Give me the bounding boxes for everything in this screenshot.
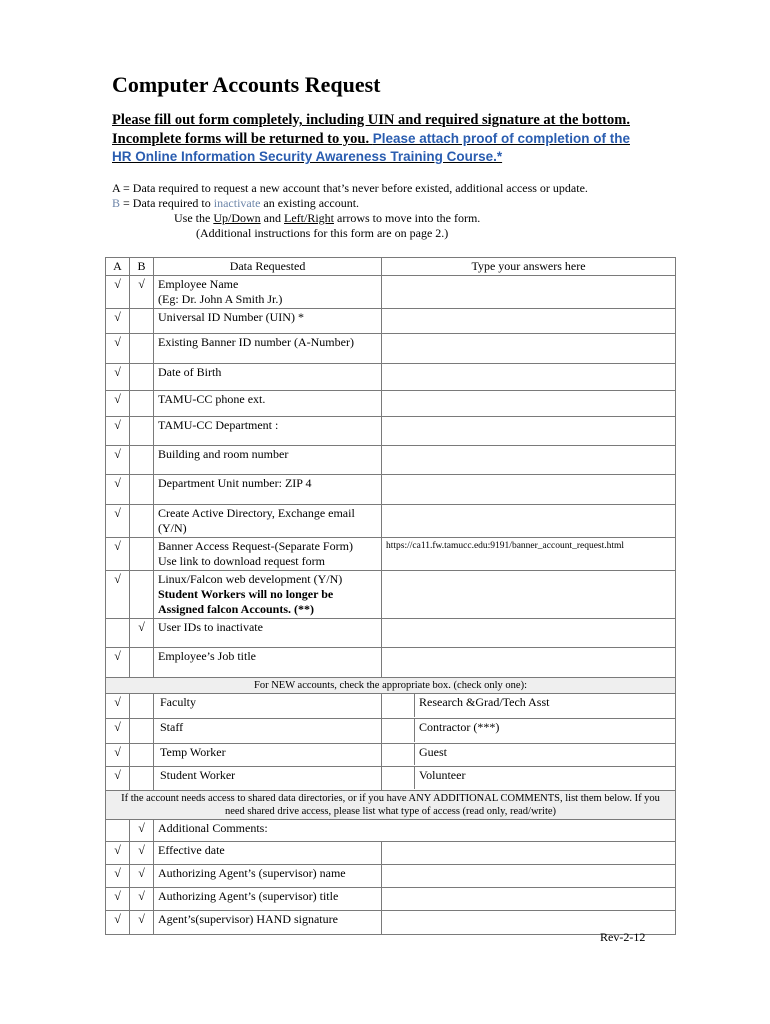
col-header-answers: Type your answers here [382,258,676,276]
row-phone-ext [106,391,676,417]
row-account-type-3 [106,744,676,767]
account-type-guest: Guest [419,745,448,759]
check-a-empty [106,619,130,648]
check-a: √ [106,571,130,619]
nav-leftright: Left/Right [284,211,334,225]
col-header-b: B [130,258,154,276]
check-b-empty [130,505,154,538]
check-b: √ [130,888,154,911]
check-b-empty [130,538,154,571]
request-form-table [105,257,676,935]
row-banner-id [106,334,676,364]
field-label: Existing Banner ID number (A-Number) [154,334,382,364]
check-b: √ [130,820,154,842]
form-instructions [112,112,672,166]
label-text: Linux/Falcon web development (Y/N) [158,572,343,586]
checkbox-temp-worker[interactable] [130,744,154,767]
field-label: Agent’s(supervisor) HAND signature [154,911,382,935]
check-b-empty [130,571,154,619]
answer-active-directory[interactable] [382,505,676,538]
row-uin [106,309,676,334]
check-a: √ [106,391,130,417]
check-b: √ [130,842,154,865]
field-label: Authorizing Agent’s (supervisor) name [154,865,382,888]
check-b-empty [130,446,154,475]
account-type-contractor: Contractor (***) [419,720,500,734]
definition-a: A = Data required to request a new account that’s never before existed, additional access or update. [112,181,588,195]
check-a: √ [106,648,130,678]
nav-pre: Use the [174,211,214,225]
field-label: Effective date [154,842,382,865]
definition-b-inactivate: inactivate [213,196,261,210]
additional-instructions: (Additional instructions for this form are on page 2.) [196,226,449,240]
account-type-staff: Staff [154,719,382,744]
answer-job-title[interactable] [382,648,676,678]
checkbox-volunteer[interactable] [382,767,415,789]
answer-uin[interactable] [382,309,676,334]
check-a: √ [106,446,130,475]
field-label: User IDs to inactivate [154,619,382,648]
check-a: √ [106,767,130,791]
checkbox-research-grad[interactable] [382,694,415,717]
check-b-empty [130,391,154,417]
training-notice-1: Please attach proof of completion of the [372,130,630,146]
answer-linux-falcon[interactable] [382,571,676,619]
col-header-data: Data Requested [154,258,382,276]
answer-date-of-birth[interactable] [382,364,676,391]
field-label: TAMU-CC phone ext. [154,391,382,417]
check-a: √ [106,334,130,364]
shared-access-note: If the account needs access to shared data directories, or if you have ANY ADDITIONAL COMMENTS, list them below. If you need shared drive access, please list what type of access (read only, read/write) [106,791,676,820]
falcon-notice: Student Workers will no longer be Assigned falcon Accounts. (**) [158,587,334,616]
check-b: √ [130,911,154,935]
nav-and: and [260,211,284,225]
answer-banner-id[interactable] [382,334,676,364]
check-a: √ [106,417,130,446]
row-new-accounts-note [106,678,676,694]
check-a: √ [106,744,130,767]
check-b-empty [130,475,154,505]
check-a: √ [106,505,130,538]
label-subtext: Use link to download request form [158,554,325,568]
check-b-empty [130,417,154,446]
answer-supervisor-title[interactable] [382,888,676,911]
definition-b-letter: B [112,196,121,210]
field-label [154,538,382,571]
training-notice-2: HR Online Information Security Awareness Training Course.* [112,149,503,164]
row-job-title [106,648,676,678]
row-zip4 [106,475,676,505]
check-a: √ [106,911,130,935]
row-effective-date [106,842,676,865]
check-b-empty [130,334,154,364]
account-type-student-worker: Student Worker [154,767,382,791]
check-a: √ [106,719,130,744]
check-b-empty [130,309,154,334]
row-supervisor-signature [106,911,676,935]
row-department [106,417,676,446]
answer-supervisor-name[interactable] [382,865,676,888]
field-label: Building and room number [154,446,382,475]
check-a: √ [106,364,130,391]
row-account-type-4 [106,767,676,791]
navigation-hint [112,211,672,226]
field-label: Authorizing Agent’s (supervisor) title [154,888,382,911]
answer-building-room[interactable] [382,446,676,475]
nav-post: arrows to move into the form. [334,211,481,225]
account-type-research-grad: Research &Grad/Tech Asst [419,695,550,709]
account-type-right-cell [382,719,676,744]
field-label: Employee’s Job title [154,648,382,678]
answer-department[interactable] [382,417,676,446]
checkbox-staff[interactable] [130,719,154,744]
field-label [154,276,382,309]
account-type-right-cell [382,744,676,767]
answer-user-ids[interactable] [382,619,676,648]
instruction-warning: Incomplete forms will be returned to you. [112,130,373,147]
definition-b [112,196,672,211]
row-shared-note [106,791,676,820]
table-header [106,258,676,276]
row-additional-comments [106,820,676,842]
label-text: Employee Name [158,277,239,291]
answer-effective-date[interactable] [382,842,676,865]
account-type-faculty: Faculty [154,694,382,719]
row-account-type-2 [106,719,676,744]
checkbox-student-worker[interactable] [130,767,154,791]
check-b: √ [130,619,154,648]
check-b-empty [130,648,154,678]
new-accounts-note: For NEW accounts, check the appropriate box. (check only one): [106,678,676,694]
row-linux-falcon [106,571,676,619]
row-date-of-birth [106,364,676,391]
banner-request-link[interactable]: https://ca11.fw.tamucc.edu:9191/banner_account_request.html [382,538,676,571]
row-building-room [106,446,676,475]
definition-b-end: an existing account. [260,196,360,210]
check-a: √ [106,694,130,719]
answer-employee-name[interactable] [382,276,676,309]
row-active-directory [106,505,676,538]
check-a: √ [106,475,130,505]
checkbox-contractor[interactable] [382,719,415,742]
definition-b-text: = Data required to [120,196,214,210]
field-label[interactable]: Additional Comments: [154,820,676,842]
check-a-empty [106,820,130,842]
col-header-a: A [106,258,130,276]
check-b: √ [130,276,154,309]
row-employee-name [106,276,676,309]
answer-zip4[interactable] [382,475,676,505]
label-text: Banner Access Request-(Separate Form) [158,539,353,553]
row-supervisor-name [106,865,676,888]
check-a: √ [106,538,130,571]
field-label: Date of Birth [154,364,382,391]
check-a: √ [106,276,130,309]
row-account-type-1 [106,694,676,719]
check-b-empty [130,364,154,391]
instruction-line-2 [112,130,672,149]
field-label: TAMU-CC Department : [154,417,382,446]
answer-phone-ext[interactable] [382,391,676,417]
row-user-ids-inactivate [106,619,676,648]
field-label [154,571,382,619]
form-title: Computer Accounts Request [112,72,381,97]
field-label: Department Unit number: ZIP 4 [154,475,382,505]
row-banner-access [106,538,676,571]
check-a: √ [106,842,130,865]
nav-updown: Up/Down [213,211,261,225]
revision-label: Rev-2-12 [600,930,646,944]
field-label: Universal ID Number (UIN) * [154,309,382,334]
check-a: √ [106,865,130,888]
definitions [112,181,672,241]
check-a: √ [106,309,130,334]
account-type-right-cell [382,767,676,791]
label-subtext: (Eg: Dr. John A Smith Jr.) [158,292,283,306]
account-type-right-cell [382,694,676,719]
instruction-line-1: Please fill out form completely, including UIN and required signature at the bottom. [112,112,630,128]
account-type-volunteer: Volunteer [419,768,466,782]
checkbox-guest[interactable] [382,744,415,765]
check-a: √ [106,888,130,911]
row-supervisor-title [106,888,676,911]
checkbox-faculty[interactable] [130,694,154,719]
check-b: √ [130,865,154,888]
field-label: Create Active Directory, Exchange email (Y/N) [154,505,382,538]
account-type-temp-worker: Temp Worker [154,744,382,767]
